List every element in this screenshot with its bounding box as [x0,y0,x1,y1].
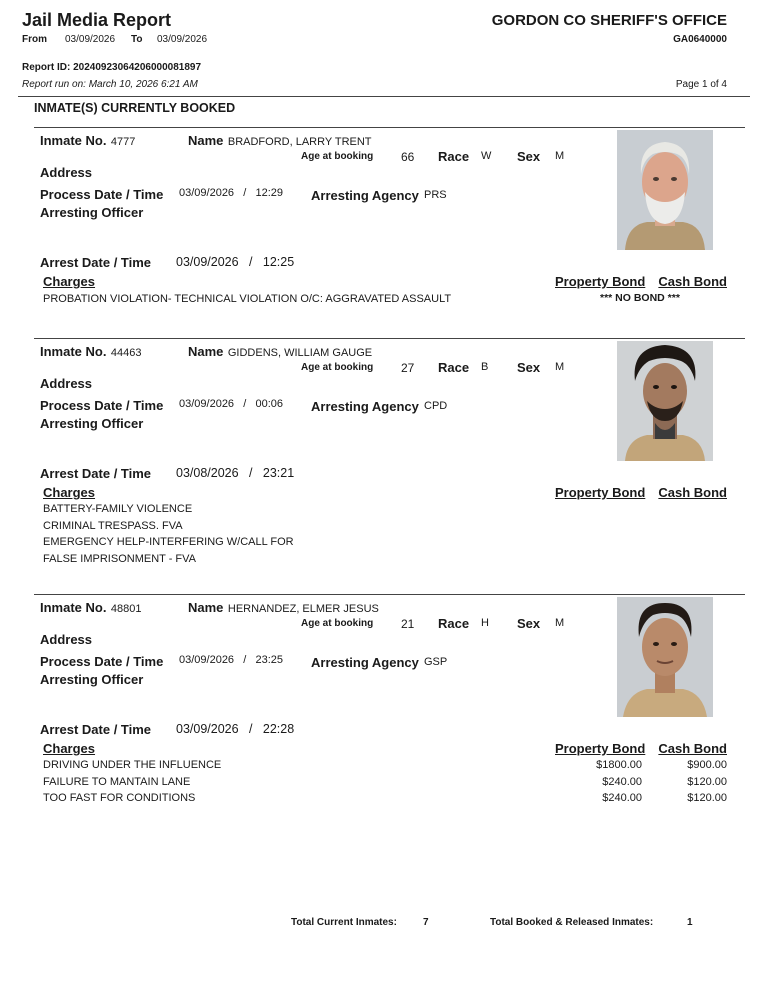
inmate-race: W [481,150,492,162]
cash-bond-label: Cash Bond [658,485,727,500]
slash: / [248,722,253,736]
charge-item: TOO FAST FOR CONDITIONS [43,792,196,805]
charge-item: FALSE IMPRISONMENT - FVA [43,552,197,565]
arresting-agency-label: Arresting Agency [311,655,419,670]
total-current-value: 7 [423,917,429,928]
charge-item: FAILURE TO MANTAIN LANE [43,775,191,788]
name-label: Name [188,344,224,359]
total-booked-released-label: Total Booked & Released Inmates: [490,917,654,928]
process-time: 23:25 [255,654,283,666]
arresting-officer-label: Arresting Officer [40,672,144,687]
section-divider [34,127,745,128]
inmate-age: 21 [401,617,415,631]
charge-item: EMERGENCY HELP-INTERFERING W/CALL FOR [43,536,294,549]
section-title: INMATE(S) CURRENTLY BOOKED [34,101,236,115]
inmate-no: 48801 [110,603,142,615]
record-divider [34,338,745,339]
age-label: Age at booking [301,618,374,629]
process-date: 03/09/2026 [179,187,235,199]
inmate-race: H [481,617,489,629]
property-bond-label: Property Bond [555,741,646,756]
slash: / [243,398,247,410]
property-bond-amount: $240.00 [602,775,642,788]
arrest-time: 12:25 [262,255,295,269]
address-label: Address [40,165,93,180]
inmate-age: 66 [401,150,415,164]
race-label: Race [438,360,470,375]
process-date-label: Process Date / Time [40,654,164,669]
cash-bond-amount: $120.00 [687,775,727,788]
charge-item: DRIVING UNDER THE INFLUENCE [43,759,222,771]
total-current-label: Total Current Inmates: [291,917,397,928]
mugshot-photo [617,597,713,717]
sex-label: Sex [517,616,541,631]
cash-bond-amount: $900.00 [687,759,727,771]
process-time: 12:29 [255,187,283,199]
arresting-agency: PRS [424,189,447,201]
arrest-date: 03/09/2026 [176,722,239,736]
mugshot-photo [617,130,713,250]
inmate-race: B [481,361,489,373]
process-date-label: Process Date / Time [40,398,164,413]
arrest-date: 03/08/2026 [176,466,239,480]
to-label: To [131,34,143,45]
inmate-no: 44463 [110,347,142,359]
name-label: Name [188,133,224,148]
property-bond-amount: $240.00 [602,792,642,805]
charge-item: PROBATION VIOLATION- TECHNICAL VIOLATION O/C: AGGRAVATED ASSAULT [43,293,452,305]
arresting-agency-label: Arresting Agency [311,188,419,203]
header-divider [18,96,750,97]
page-number: Page 1 of 4 [675,79,727,90]
property-bond-label: Property Bond [555,274,646,289]
arrest-date-label: Arrest Date / Time [40,466,152,481]
arresting-agency-label: Arresting Agency [311,399,419,414]
from-date: 03/09/2026 [65,34,116,45]
property-bond-amount: $1800.00 [596,759,642,771]
age-label: Age at booking [301,151,374,162]
inmate-no-label: Inmate No. [40,133,107,148]
slash: / [243,654,247,666]
property-bond-list [596,757,642,807]
arrest-time: 23:21 [262,466,295,480]
inmate-name: GIDDENS, WILLIAM GAUGE [227,347,373,359]
address-label: Address [40,632,93,647]
name-label: Name [188,600,224,615]
slash: / [248,466,253,480]
arrest-time: 22:28 [262,722,295,736]
process-time: 00:06 [255,398,283,410]
report-title: Jail Media Report [22,10,172,30]
race-label: Race [438,616,470,631]
report-run-on: Report run on: March 10, 2026 6:21 AM [22,79,198,90]
office-name: GORDON CO SHERIFF'S OFFICE [491,12,727,29]
cash-bond-label: Cash Bond [658,741,727,756]
process-date-label: Process Date / Time [40,187,164,202]
inmate-no: 4777 [110,136,136,148]
cash-bond-label: Cash Bond [658,274,727,289]
charges-label: Charges [43,485,96,500]
arrest-date: 03/09/2026 [176,255,239,269]
inmate-sex: M [555,361,565,373]
inmate-name: BRADFORD, LARRY TRENT [227,136,372,148]
charge-item: CRIMINAL TRESPASS. FVA [43,519,183,532]
no-bond-note: *** NO BOND *** [600,292,680,304]
charges-label: Charges [43,741,96,756]
age-label: Age at booking [301,362,374,373]
mugshot-photo [617,341,713,461]
arresting-officer-label: Arresting Officer [40,205,144,220]
report-id: Report ID: 20240923064206000081897 [22,62,202,73]
inmate-name: HERNANDEZ, ELMER JESUS [227,603,379,615]
charges-list [43,501,294,567]
slash: / [248,255,253,269]
from-label: From [22,34,47,45]
to-date: 03/09/2026 [157,34,208,45]
cash-bond-list [687,757,727,807]
process-date: 03/09/2026 [179,398,235,410]
inmate-sex: M [555,617,565,629]
charges-list [43,757,221,807]
inmate-no-label: Inmate No. [40,344,107,359]
arresting-agency: GSP [424,656,448,668]
slash: / [243,187,247,199]
charges-label: Charges [43,274,96,289]
inmate-sex: M [555,150,565,162]
charge-item: BATTERY-FAMILY VIOLENCE [43,503,193,515]
arresting-officer-label: Arresting Officer [40,416,144,431]
race-label: Race [438,149,470,164]
process-date: 03/09/2026 [179,654,235,666]
sex-label: Sex [517,360,541,375]
arrest-date-label: Arrest Date / Time [40,722,152,737]
property-bond-label: Property Bond [555,485,646,500]
cash-bond-amount: $120.00 [687,792,727,805]
address-label: Address [40,376,93,391]
total-booked-released-value: 1 [687,917,693,928]
record-divider [34,594,745,595]
arrest-date-label: Arrest Date / Time [40,255,152,270]
sex-label: Sex [517,149,541,164]
arresting-agency: CPD [424,400,448,412]
inmate-age: 27 [401,361,415,375]
inmate-no-label: Inmate No. [40,600,107,615]
office-code: GA0640000 [673,34,727,45]
